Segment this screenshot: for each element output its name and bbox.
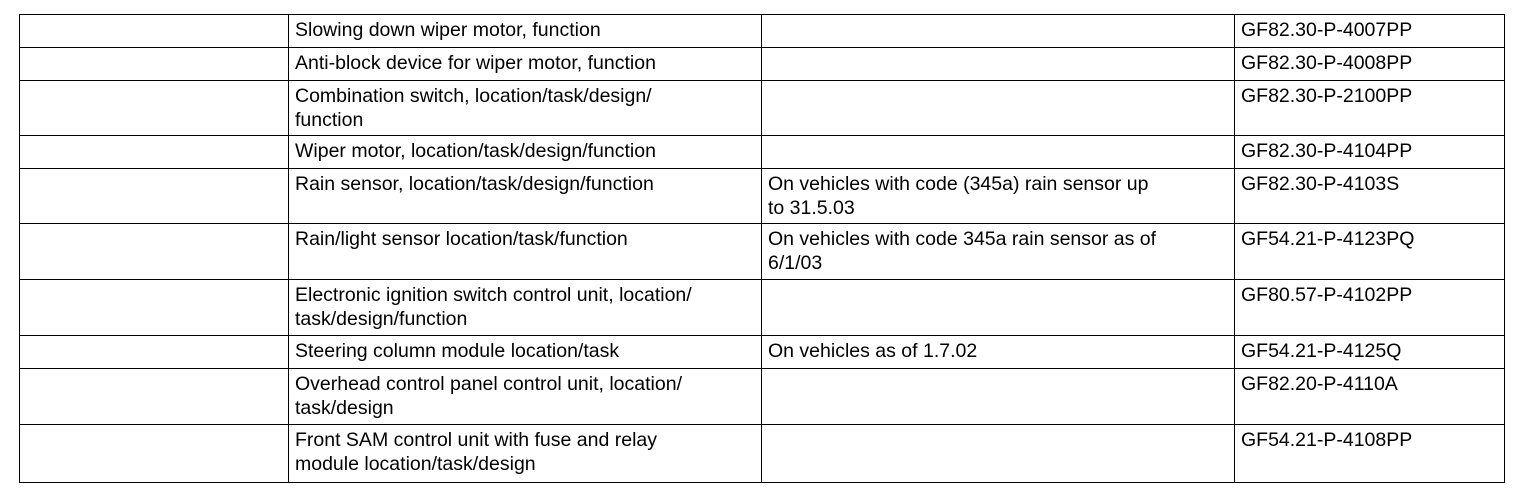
row-empty-cell — [20, 369, 289, 425]
table-row — [20, 336, 1505, 369]
table-row — [20, 169, 1505, 224]
document-code-cell: GF80.57-P-4102PP — [1235, 280, 1505, 336]
document-title-cell: Slowing down wiper motor, function — [289, 15, 762, 48]
row-empty-cell — [20, 425, 289, 483]
document-title-cell: Overhead control panel control unit, location/ task/design — [289, 369, 762, 425]
table-row — [20, 425, 1505, 483]
row-empty-cell — [20, 169, 289, 224]
applicability-note-cell — [762, 280, 1235, 336]
applicability-note-cell: On vehicles as of 1.7.02 — [762, 336, 1235, 369]
document-code-cell: GF82.30-P-4103S — [1235, 169, 1505, 224]
row-empty-cell — [20, 48, 289, 81]
document-code-cell: GF82.30-P-4008PP — [1235, 48, 1505, 81]
applicability-note-cell — [762, 81, 1235, 136]
row-empty-cell — [20, 81, 289, 136]
table-row — [20, 224, 1505, 280]
row-empty-cell — [20, 15, 289, 48]
document-reference-table — [19, 14, 1505, 483]
document-code-cell: GF54.21-P-4125Q — [1235, 336, 1505, 369]
document-title-cell: Wiper motor, location/task/design/function — [289, 136, 762, 169]
table-row — [20, 15, 1505, 48]
document-title-cell: Rain sensor, location/task/design/function — [289, 169, 762, 224]
table-row — [20, 48, 1505, 81]
document-code-cell: GF82.30-P-4007PP — [1235, 15, 1505, 48]
document-code-cell: GF54.21-P-4108PP — [1235, 425, 1505, 483]
table-row — [20, 81, 1505, 136]
document-title-cell: Combination switch, location/task/design/ function — [289, 81, 762, 136]
applicability-note-cell — [762, 425, 1235, 483]
applicability-note-cell — [762, 15, 1235, 48]
applicability-note-cell: On vehicles with code (345a) rain sensor up to 31.5.03 — [762, 169, 1235, 224]
document-title-cell: Steering column module location/task — [289, 336, 762, 369]
row-empty-cell — [20, 336, 289, 369]
applicability-note-cell: On vehicles with code 345a rain sensor as of 6/1/03 — [762, 224, 1235, 280]
row-empty-cell — [20, 136, 289, 169]
document-title-cell: Rain/light sensor location/task/function — [289, 224, 762, 280]
row-empty-cell — [20, 280, 289, 336]
document-title-cell: Electronic ignition switch control unit, location/ task/design/function — [289, 280, 762, 336]
applicability-note-cell — [762, 48, 1235, 81]
document-code-cell: GF82.20-P-4110A — [1235, 369, 1505, 425]
applicability-note-cell — [762, 136, 1235, 169]
table-row — [20, 280, 1505, 336]
table-row — [20, 369, 1505, 425]
document-code-cell: GF82.30-P-4104PP — [1235, 136, 1505, 169]
document-title-cell: Anti-block device for wiper motor, function — [289, 48, 762, 81]
document-title-cell: Front SAM control unit with fuse and relay module location/task/design — [289, 425, 762, 483]
table-row — [20, 136, 1505, 169]
document-code-cell: GF82.30-P-2100PP — [1235, 81, 1505, 136]
applicability-note-cell — [762, 369, 1235, 425]
document-code-cell: GF54.21-P-4123PQ — [1235, 224, 1505, 280]
row-empty-cell — [20, 224, 289, 280]
